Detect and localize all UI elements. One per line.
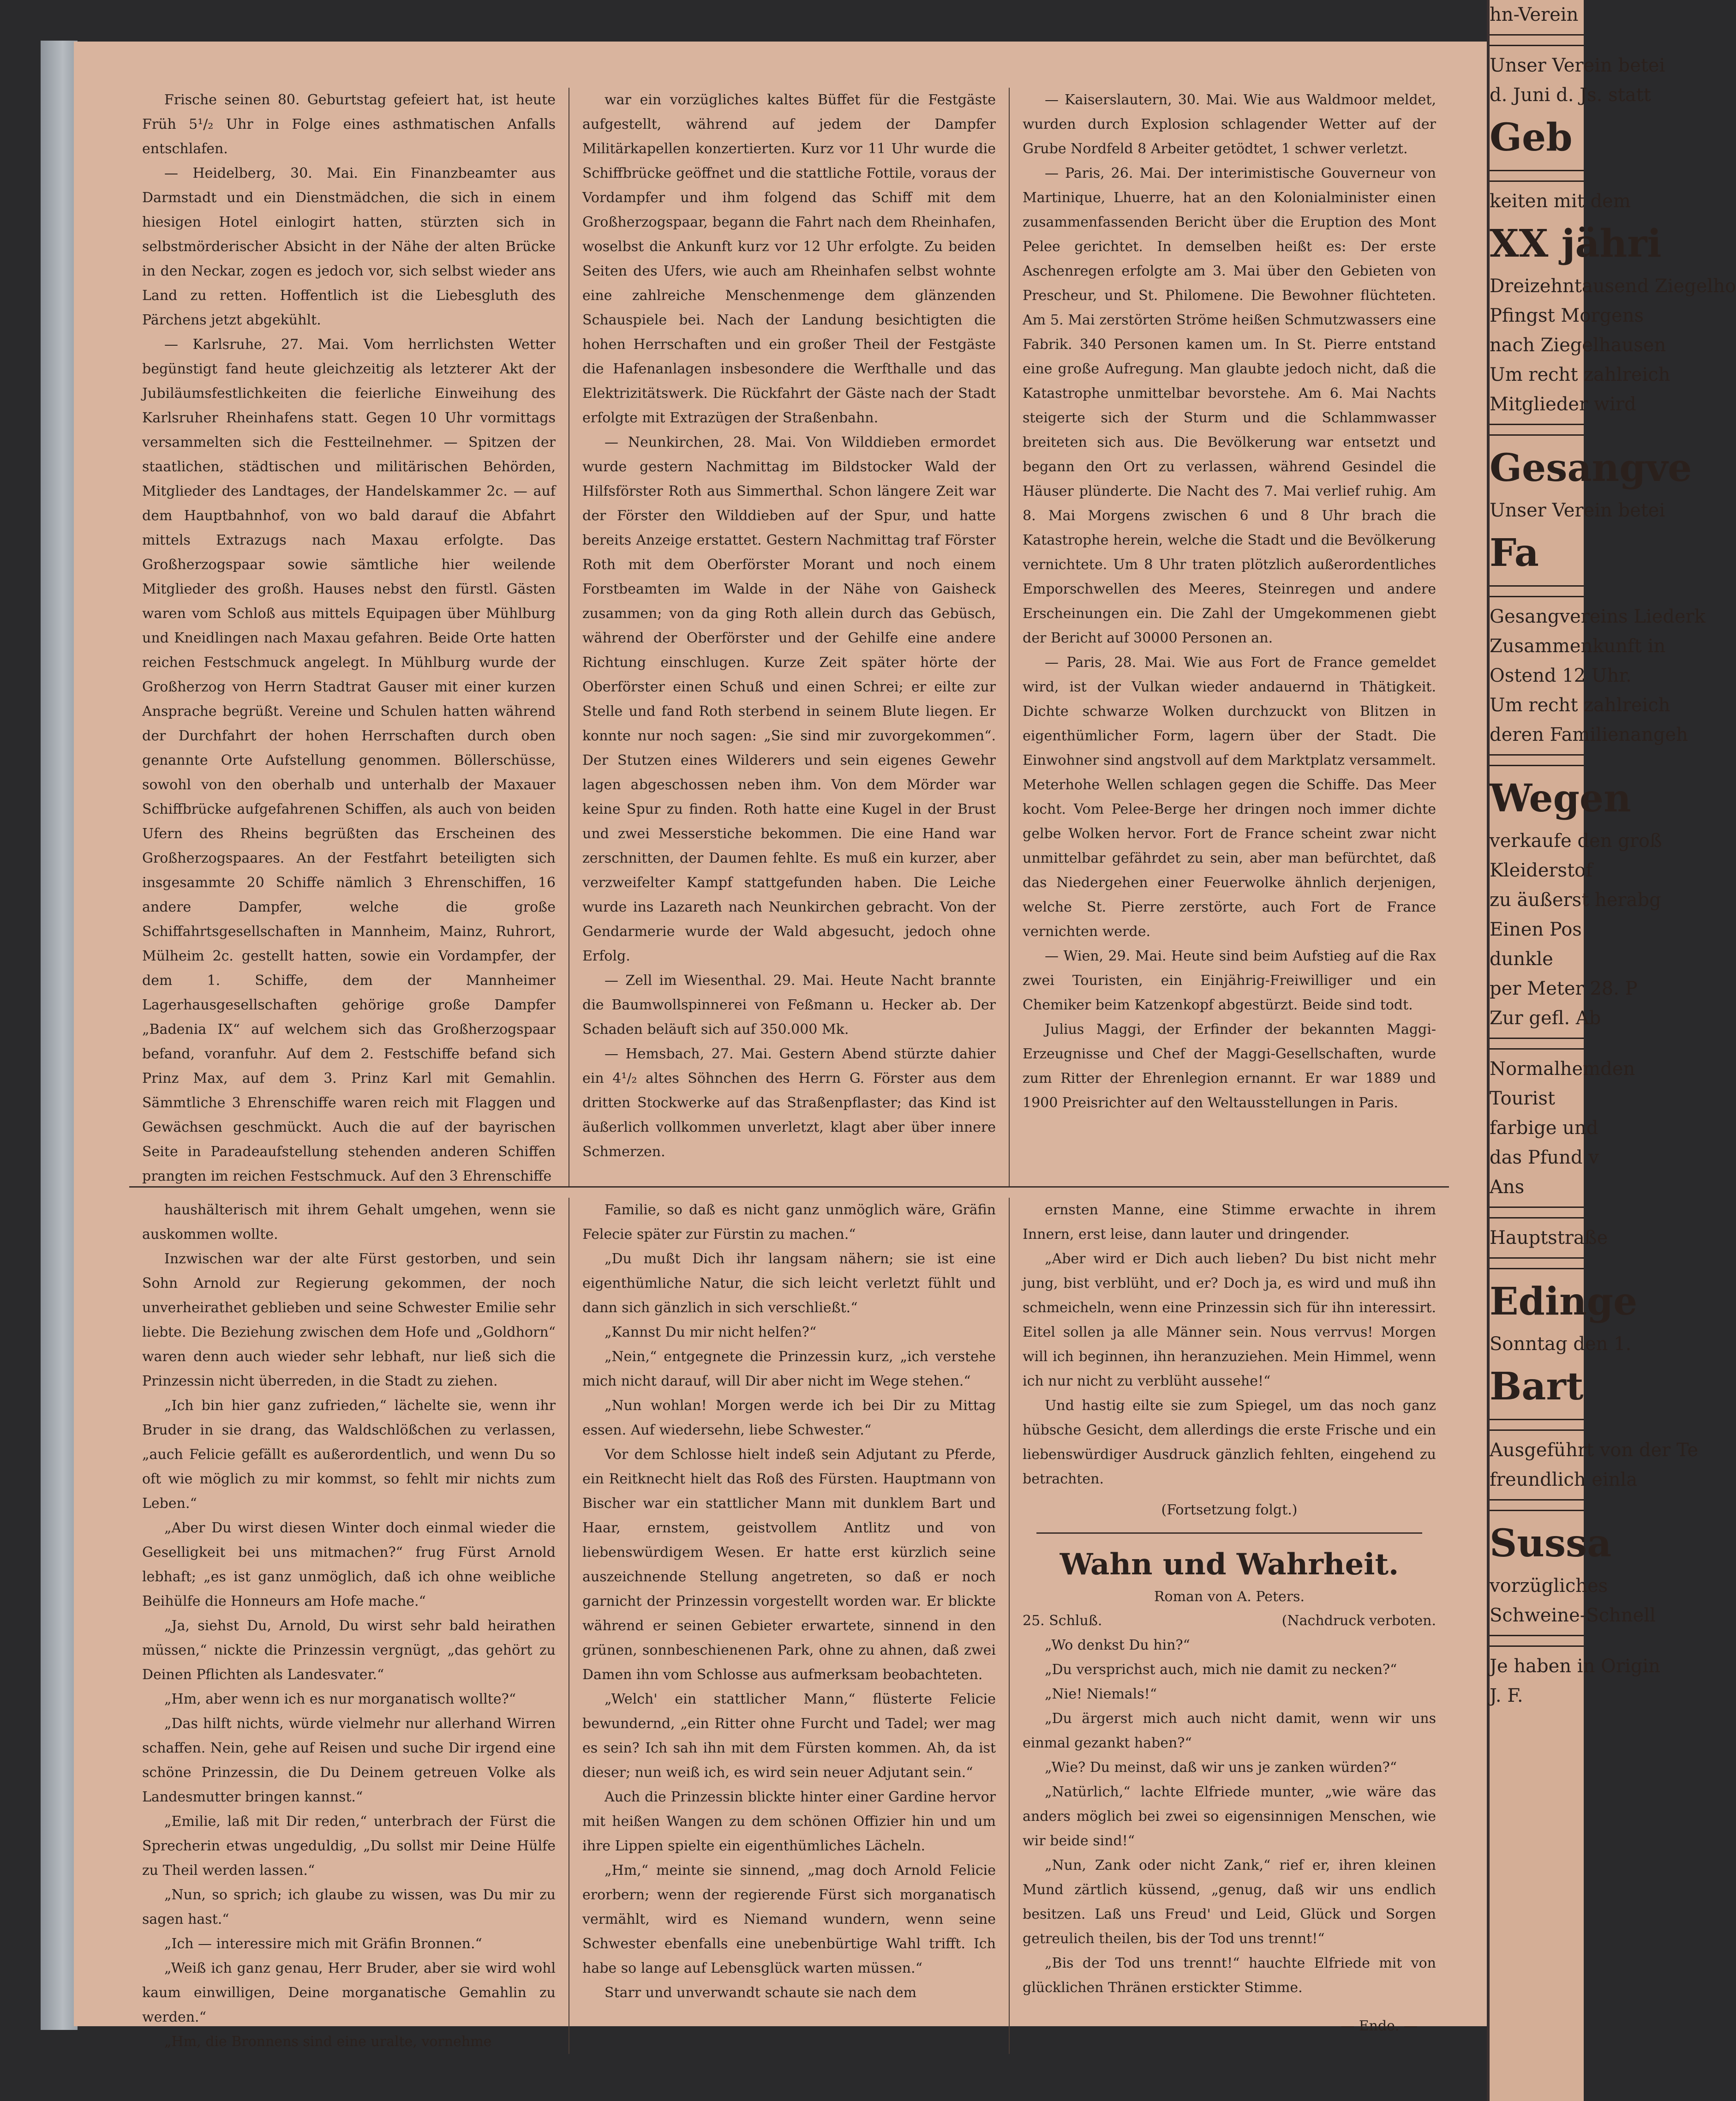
news-section <box>129 88 1449 1188</box>
article-paragraph: Frische seinen 80. Geburtstag gefeiert hat, ist heute Früh 5¹/₂ Uhr in Folge eines asthmatischen Anfalls entschlafen. <box>142 92 556 157</box>
news-column-1 <box>129 88 569 1186</box>
continued-note: (Fortsetzung folgt.) <box>1161 1502 1298 1518</box>
article-paragraph: — Hemsbach, 27. Mai. Gestern Abend stürzte dahier ein 4¹/₂ altes Söhnchen des Herrn G. Förster aus dem dritten Stockwerke auf das Straßenpflaster; das Kind ist äußerlich vollkommen unverletzt, klagt aber über innere Schmerzen. <box>582 1046 996 1160</box>
feuilleton-column-2 <box>569 1198 1010 2054</box>
news-column-2 <box>569 88 1010 1186</box>
story-paragraph: „Aber Du wirst diesen Winter doch einmal wieder die Geselligkeit bei uns mitmachen?“ frug Fürst Arnold lebhaft; „es ist ganz unmöglich, daß ich ohne weibliche Beihülfe die Honneurs am Hofe mache.“ <box>142 1520 556 1609</box>
feuilleton-column-1 <box>129 1198 569 2054</box>
story-paragraph: Inzwischen war der alte Fürst gestorben, und sein Sohn Arnold zur Regierung gekommen, der noch unverheirathet geblieben und seine Schwester Emilie sehr liebte. Die Beziehung zwischen dem Hofe und „Goldhorn“ waren denn auch wieder sehr lebhaft, nur ließ sich die Prinzessin nicht überreden, in die Stadt zu ziehen. <box>142 1251 556 1389</box>
story-paragraph: ernsten Manne, eine Stimme erwachte in ihrem Innern, erst leise, dann lauter und dringender. <box>1023 1202 1436 1243</box>
article-paragraph: — Wien, 29. Mai. Heute sind beim Aufstieg auf die Rax zwei Touristen, ein Einjährig-Freiwilliger und ein Chemiker beim Katzenkopf abgestürzt. Beide sind todt. <box>1023 948 1436 1013</box>
ad-text: Bart <box>1490 1364 1584 1409</box>
story-paragraph: „Das hilft nichts, würde vielmehr nur allerhand Wirren schaffen. Nein, gehe auf Reisen und suche Dir irgend eine schöne Prinzessin, die Du Deinem getreuen Volke als Landesmutter bringen kannst.“ <box>142 1716 556 1805</box>
ad-text: Normalhemden <box>1490 1058 1635 1080</box>
ad-text: Zur gefl. Ab <box>1490 1008 1601 1029</box>
ad-text: Einen Pos <box>1490 919 1582 940</box>
serial-notice: (Nachdruck verboten. <box>1281 1613 1436 1629</box>
story-paragraph: Familie, so daß es nicht ganz unmöglich wäre, Gräfin Felecie später zur Fürstin zu machen.“ <box>582 1202 996 1243</box>
serial-paragraph: „Wie? Du meinst, daß wir uns je zanken würden?“ <box>1045 1759 1397 1776</box>
ad-text: Um recht zahlreich <box>1490 695 1670 716</box>
story-paragraph: Auch die Prinzessin blickte hinter einer Gardine hervor mit heißen Wangen zu dem schönen Offizier hin und um ihre Lippen spielte ein eigenthümliches Lächeln. <box>582 1789 996 1854</box>
story-paragraph: „Weiß ich ganz genau, Herr Bruder, aber sie wird wohl kaum einwilligen, Deine morganatische Gemahlin zu werden.“ <box>142 1960 556 2025</box>
ad-rule <box>1490 1207 1584 1219</box>
serial-author: Roman von A. Peters. <box>1154 1589 1305 1605</box>
feuilleton-section <box>129 1188 1449 2054</box>
ad-text: Hauptstraße <box>1490 1227 1608 1249</box>
ad-text: J. F. <box>1490 1685 1523 1706</box>
serial-paragraph: „Bis der Tod uns trennt!“ hauchte Elfriede mit von glücklichen Thränen erstickter Stimme. <box>1023 1955 1436 1996</box>
ad-text: Je haben in Origin <box>1490 1656 1660 1677</box>
newspaper-page <box>74 42 1491 2050</box>
ad-text: Sonntag den 1. <box>1490 1333 1632 1355</box>
binding-board-edge <box>41 41 78 2030</box>
ad-text: Ans <box>1490 1177 1525 1198</box>
news-column-3 <box>1010 88 1449 1186</box>
ad-text: dunkle <box>1490 948 1553 970</box>
ad-text: Tourist <box>1490 1088 1555 1109</box>
story-paragraph: „Ja, siehst Du, Arnold, Du wirst sehr bald heirathen müssen,“ nickte die Prinzessin vergnügt, „das gehört zu Deinen Pflichten als Landesvater.“ <box>142 1618 556 1683</box>
feuilleton-column-3 <box>1010 1198 1449 2054</box>
serial-paragraph: „Natürlich,“ lachte Elfriede munter, „wie wäre das anders möglich bei zwei so eigensinnigen Menschen, wie wir beide sind!“ <box>1023 1784 1436 1849</box>
adjacent-page-strip <box>1487 0 1736 2101</box>
ad-text: hn-Verein <box>1490 4 1579 25</box>
article-paragraph: — Kaiserslautern, 30. Mai. Wie aus Waldmoor meldet, wurden durch Explosion schlagender Wetter auf der Grube Nordfeld 8 Arbeiter getödtet, 1 schwer verletzt. <box>1023 92 1436 157</box>
ad-text: Sussa <box>1490 1521 1612 1566</box>
story-paragraph: „Aber wird er Dich auch lieben? Du bist nicht mehr jung, bist verblüht, und er? Doch ja, es wird und muß ihn schmeicheln, wenn eine Prinzessin sich für ihn interessirt. Eitel sollen ja alle Männer sein. Nous verrvus! Morgen will ich beginnen, ihn heranzuziehen. Mein Himmel, wenn ich nur nicht zu verblüht aussehe!“ <box>1023 1251 1436 1389</box>
ad-text: Geb <box>1490 115 1573 160</box>
ad-rule <box>1490 1635 1584 1647</box>
story-paragraph: „Ich — interessire mich mit Gräfin Bronnen.“ <box>164 1936 482 1952</box>
story-paragraph: „Welch' ein stattlicher Mann,“ flüsterte Felicie bewundernd, „ein Ritter ohne Furcht und Tadel; wer mag es sein? Ich sah ihn mit dem Fürsten kommen. Ah, da ist dieser; nun weiß ich, es wird sein neuer Adjutant sein.“ <box>582 1691 996 1781</box>
article-paragraph: — Paris, 28. Mai. Wie aus Fort de France gemeldet wird, ist der Vulkan wieder andauernd in Thätigkeit. Dichte schwarze Wolken durchzuckt von Blitzen in eigenthümlicher Form, lagern über der Stadt. Die Einwohner sind angstvoll auf dem Marktplatz versammelt. Meterhohe Wellen schlagen gegen die Schiffe. Das Meer kocht. Vom Pelee-Berge her dringen noch immer dichte gelbe Wolken hervor. Fort de France scheint zwar nicht unmittelbar gefährdet zu sein, aber man befürchtet, daß das Niedergehen einer Feuerwolke ähnlich derjenigen, welche St. Pierre zerstörte, auch Fort de France vernichten werde. <box>1023 654 1436 940</box>
ad-text: Pfingst Morgens <box>1490 305 1644 326</box>
serial-chapter: 25. Schluß. <box>1023 1613 1102 1629</box>
ad-text: Schweine-Schnell <box>1490 1605 1656 1626</box>
serial-title: Wahn und Wahrheit. <box>1060 1547 1399 1582</box>
ad-text: Fa <box>1490 531 1539 575</box>
ad-rule <box>1490 754 1584 766</box>
ad-text: Edinge <box>1490 1279 1638 1324</box>
ad-text: Gesangve <box>1490 446 1692 490</box>
article-paragraph: — Neunkirchen, 28. Mai. Von Wilddieben ermordet wurde gestern Nachmittag im Bildstocker Wald der Hilfsförster Roth aus Simmerthal. Schon längere Zeit war der Förster den Wilddieben auf der Spur, und hatte bereits Anzeige erstattet. Gestern Nachmittag traf Förster Roth mit dem Oberförster Morant und noch einem Forstbeamten im Walde in der Nähe von Gaisheck zusammen; von da ging Roth allein durch das Gebüsch, während der Oberförster und der Gehilfe eine andere Richtung einschlugen. Kurze Zeit später hörte der Oberförster einen Schuß und einen Schrei; er eilte zur Stelle und fand Roth sterbend in seinem Blute liegen. Er konnte nur noch sagen: „Sie sind mir zuvorgekommen“. Der Stutzen eines Wilderers und sein eigenes Gewehr lagen abgeschossen neben ihm. Von dem Mörder war keine Spur zu finden. Roth hatte eine Kugel in der Brust und zwei Messerstiche bekommen. Die eine Hand war zerschnitten, der Daumen fehlte. Es muß ein kurzer, aber verzweifelter Kampf stattgefunden haben. Die Leiche wurde ins Lazareth nach Neunkirchen gebracht. Von der Gendarmerie wurde der Wald abgesucht, jedoch ohne Erfolg. <box>582 434 996 964</box>
serial-paragraph: „Wo denkst Du hin?“ <box>1045 1637 1190 1653</box>
ad-text: Ausgeführt von der Te <box>1490 1440 1699 1461</box>
ad-rule <box>1490 1038 1584 1050</box>
story-paragraph: Starr und unverwandt schaute sie nach dem <box>605 1985 917 2001</box>
ad-text: Wegen <box>1490 776 1631 821</box>
ad-rule <box>1490 1419 1584 1431</box>
serial-paragraph: „Du ärgerst mich auch nicht damit, wenn wir uns einmal gezankt haben?“ <box>1023 1711 1436 1751</box>
article-paragraph: war ein vorzügliches kaltes Büffet für die Festgäste aufgestellt, während auf jedem der Dampfer Militärkapellen konzertierten. Kurz vor 11 Uhr wurde die Schiffbrücke geöffnet und die stattliche Fottile, voraus der Vordampfer und ihm folgend das Schiff mit dem Großherzogspaar, begann die Fahrt nach dem Rheinhafen, woselbst die Ankunft kurz vor 12 Uhr erfolgte. Zu beiden Seiten des Ufers, wie auch am Rheinhafen selbst wohnte eine zahlreiche Menschenmenge dem glänzenden Schauspiele bei. Nach der Landung besichtigten die hohen Herrschaften und ein großer Theil der Festgäste die Hafenanlagen insbesondere die Werfthalle und das Elektrizitätswerk. Die Rückfahrt der Gäste nach der Stadt erfolgte mit Extrazügen der Straßenbahn. <box>582 92 996 426</box>
ad-text: Dreizehntausend Ziegelho <box>1490 276 1736 297</box>
ad-text: freundlich einla <box>1490 1469 1638 1490</box>
story-paragraph: „Nun wohlan! Morgen werde ich bei Dir zu Mittag essen. Auf wiedersehn, liebe Schwester.“ <box>582 1398 996 1438</box>
ad-text: Um recht zahlreich <box>1490 364 1670 385</box>
serial-paragraph: „Nie! Niemals!“ <box>1045 1686 1157 1702</box>
ad-rule <box>1490 170 1584 182</box>
article-paragraph: — Paris, 26. Mai. Der interimistische Gouverneur von Martinique, Lhuerre, hat an den Kolonialminister einen zusammenfassenden Bericht über die Eruption des Mont Pelee gerichtet. In demselben heißt es: Der erste Aschenregen erfolgte am 3. Mai über den Gebieten von Prescheur, und St. Philomene. Die Bewohner flüchteten. Am 5. Mai zerstörten Ströme heißen Schmutzwassers eine Fabrik. 340 Personen kamen um. In St. Pierre entstand eine große Aufregung. Man glaubte jedoch nicht, daß die Katastrophe unmittelbar bevorstehe. Am 6. Mai Nachts steigerte sich der Sturm und die Schlammwasser breiteten sich aus. Die Bevölkerung war entsetzt und begann den Ort zu verlassen, während Gesindel die Häuser plünderte. Die Nacht des 7. Mai verlief ruhig. Am 8. Mai Morgens zwischen 6 und 8 Uhr brach die Katastrophe herein, welche die Stadt und die Bevölkerung vernichtete. Um 8 Uhr traten plötzlich außerordentliches Emporschwellen des Meeres, Steinregen und andere Erscheinungen ein. Die Zahl der Umgekommenen giebt der Bericht auf 30000 Personen an. <box>1023 165 1436 646</box>
ad-rule <box>1490 34 1584 46</box>
story-paragraph: Und hastig eilte sie zum Spiegel, um das noch ganz hübsche Gesicht, dem allerdings die erste Frische und ein liebenswürdiger Ausdruck gänzlich fehlten, eingehend zu betrachten. <box>1023 1398 1436 1487</box>
serial-header <box>1023 1609 1436 1633</box>
story-paragraph: „Hm, die Bronnens sind eine uralte, vornehme <box>164 2034 492 2050</box>
ad-text: Ostend 12 Uhr. <box>1490 665 1632 686</box>
ad-text: per Meter 28. P <box>1490 978 1638 999</box>
ad-text: Kleiderstof <box>1490 860 1593 881</box>
ad-rule <box>1490 424 1584 436</box>
ad-text: farbige und <box>1490 1117 1598 1139</box>
story-paragraph: „Hm, aber wenn ich es nur morganatisch wollte?“ <box>164 1691 516 1707</box>
ad-text: Mitglieder wird <box>1490 394 1636 415</box>
ad-text: XX jähri <box>1490 222 1662 266</box>
ad-text: verkaufe den groß <box>1490 830 1662 852</box>
story-paragraph: „Nein,“ entgegnete die Prinzessin kurz, „ich verstehe mich nicht darauf, will Dir aber nicht im Wege stehen.“ <box>582 1349 996 1389</box>
ad-text: keiten mit dem <box>1490 191 1631 212</box>
article-paragraph: — Zell im Wiesenthal. 29. Mai. Heute Nacht brannte die Baumwollspinnerei von Feßmann u. Hecker ab. Der Schaden beläuft sich auf 350.000 Mk. <box>582 972 996 1038</box>
story-paragraph: „Hm,“ meinte sie sinnend, „mag doch Arnold Felicie erorbern; wenn der regierende Fürst sich morganatisch vermählt, wird es Niemand wundern, wenn seine Schwester ebenfalls eine unebenbürtige Wahl trifft. Ich habe so lange auf Lebensglück warten müssen.“ <box>582 1862 996 1976</box>
story-paragraph: „Kannst Du mir nicht helfen?“ <box>605 1324 817 1340</box>
ad-text: Unser Verein betei <box>1490 500 1665 521</box>
ad-text: deren Familienangeh <box>1490 724 1688 745</box>
article-paragraph: Julius Maggi, der Erfinder der bekannten Maggi-Erzeugnisse und Chef der Maggi-Gesellschaften, wurde zum Ritter der Ehrenlegion ernannt. Er war 1889 und 1900 Preisrichter auf den Weltausstellungen in Paris. <box>1023 1021 1436 1111</box>
ad-text: Gesangvereins Liederk <box>1490 606 1706 627</box>
serial-paragraph: „Du versprichst auch, mich nie damit zu necken?“ <box>1045 1662 1397 1678</box>
article-paragraph: — Karlsruhe, 27. Mai. Vom herrlichsten Wetter begünstigt fand heute gleichzeitig als letzterer Akt der Jubiläumsfestlichkeiten die feierliche Einweihung des Karlsruher Rheinhafens statt. Gegen 10 Uhr vormittags versammelten sich die Festteilnehmer. — Spitzen der staatlichen, städtischen und militärischen Behörden, Mitglieder des Landtages, der Handelskammer 2c. — auf dem Hauptbahnhof, von wo bald darauf die Abfahrt mittels Extrazugs nach Maxau erfolgte. Das Großherzogspaar sowie sämtliche hier weilende Mitglieder des großh. Hauses nebst den fürstl. Gästen waren vom Schloß aus mittels Equipagen über Mühlburg und Kneidlingen nach Maxau gefahren. Beide Orte hatten reichen Festschmuck angelegt. In Mühlburg wurde der Großherzog von Herrn Stadtrat Gauser mit einer kurzen Ansprache begrüßt. Vereine und Schulen hatten während der Durchfahrt der hohen Herrschaften durch oben genannte Orte Aufstellung genommen. Böllerschüsse, sowohl von den oberhalb und unterhalb der Maxauer Schiffbrücke aufgefahrenen Schiffen, als auch von beiden Ufern des Rheins begrüßten das Erscheinen des Großherzogspaares. An der Festfahrt beteiligten sich insgesammte 20 Schiffe nämlich 3 Ehrenschiffen, 16 andere Dampfer, welche die große Schiffahrtsgesellschaften in Mannheim, Mainz, Ruhrort, Mülheim 2c. gestellt hatten, sowie ein Vordampfer, der dem 1. Schiffe, dem der Mannheimer Lagerhausgesellschaften gehörige große Dampfer „Badenia IX“ auf welchem sich das Großherzogspaar befand, voranfuhr. Auf dem 2. Festschiffe befand sich Prinz Max, auf dem 3. Prinz Karl mit Gemahlin. Sämmtliche 3 Ehrenschiffe waren reich mit Flaggen und Gewächsen geschmückt. Auch die auf der bayrischen Seite in Paradeaufstellung stehenden anderen Schiffen prangten im reichen Festschmuck. Auf den 3 Ehrenschiffe <box>142 336 556 1184</box>
story-paragraph: Vor dem Schlosse hielt indeß sein Adjutant zu Pferde, ein Reitknecht hielt das Roß des Fürsten. Hauptmann von Bischer war ein stattlicher Mann mit dunklem Bart und Haar, ernstem, geistvollem Antlitz und von liebenswürdigem Wesen. Er hatte erst kürzlich seine auszeichnende Stellung angetreten, so daß er noch garnicht der Prinzessin vorgestellt worden war. Er blickte während er seinen Gebieter erwartete, sinnend in den grünen, sonnbeschienenen Park, ohne zu ahnen, daß zwei Damen ihn vom Schlosse aus aufmerksam beobachteten. <box>582 1447 996 1683</box>
article-paragraph: — Heidelberg, 30. Mai. Ein Finanzbeamter aus Darmstadt und ein Dienstmädchen, die sich in einem hiesigen Hotel einlogirt hatten, stürzten sich in selbstmörderischer Absicht in der Nähe der alten Brücke in den Neckar, zogen es jedoch vor, sich selbst wieder ans Land zu retten. Hoffentlich ist die Liebesgluth des Pärchens jetzt abgekühlt. <box>142 165 556 328</box>
ad-text: Zusammenkunft in <box>1490 636 1666 657</box>
serial-paragraph: „Nun, Zank oder nicht Zank,“ rief er, ihren kleinen Mund zärtlich küssend, „genug, daß wir uns endlich besitzen. Laß uns Freud' und Leid, Glück und Sorgen getreulich theilen, bis der Tod uns trennt!“ <box>1023 1857 1436 1947</box>
ad-rule <box>1490 1499 1584 1511</box>
ad-rule <box>1490 585 1584 597</box>
ad-rule <box>1490 1257 1584 1269</box>
ad-text: d. Juni d. Js. statt <box>1490 84 1651 106</box>
ad-text: vorzügliches <box>1490 1575 1608 1597</box>
ad-text: Unser Verein betei <box>1490 55 1665 76</box>
ad-text: das Pfund v <box>1490 1147 1599 1168</box>
story-paragraph: „Ich bin hier ganz zufrieden,“ lächelte sie, wenn ihr Bruder in sie drang, das Waldschlößchen zu verlassen, „auch Felicie gefällt es außerordentlich, und wenn Du so oft wie möglich zu mir kommst, so fehlt mir nichts zum Leben.“ <box>142 1398 556 1512</box>
ad-text: nach Ziegelhausen <box>1490 335 1666 356</box>
story-paragraph: „Nun, so sprich; ich glaube zu wissen, was Du mir zu sagen hast.“ <box>142 1887 556 1927</box>
story-paragraph: „Du mußt Dich ihr langsam nähern; sie ist eine eigenthümliche Natur, die sich leicht verletzt fühlt und dann sich gänzlich in sich verschließt.“ <box>582 1251 996 1316</box>
story-paragraph: haushälterisch mit ihrem Gehalt umgehen, wenn sie auskommen wollte. <box>142 1202 556 1243</box>
ad-text: zu äußerst herabg <box>1490 889 1661 911</box>
serial-separator <box>1036 1532 1422 1534</box>
story-paragraph: „Emilie, laß mit Dir reden,“ unterbrach der Fürst die Sprecherin etwas ungeduldig, „Du sollst mir Deine Hülfe zu Theil werden lassen.“ <box>142 1813 556 1879</box>
serial-end: — Ende. — <box>1341 2018 1418 2034</box>
